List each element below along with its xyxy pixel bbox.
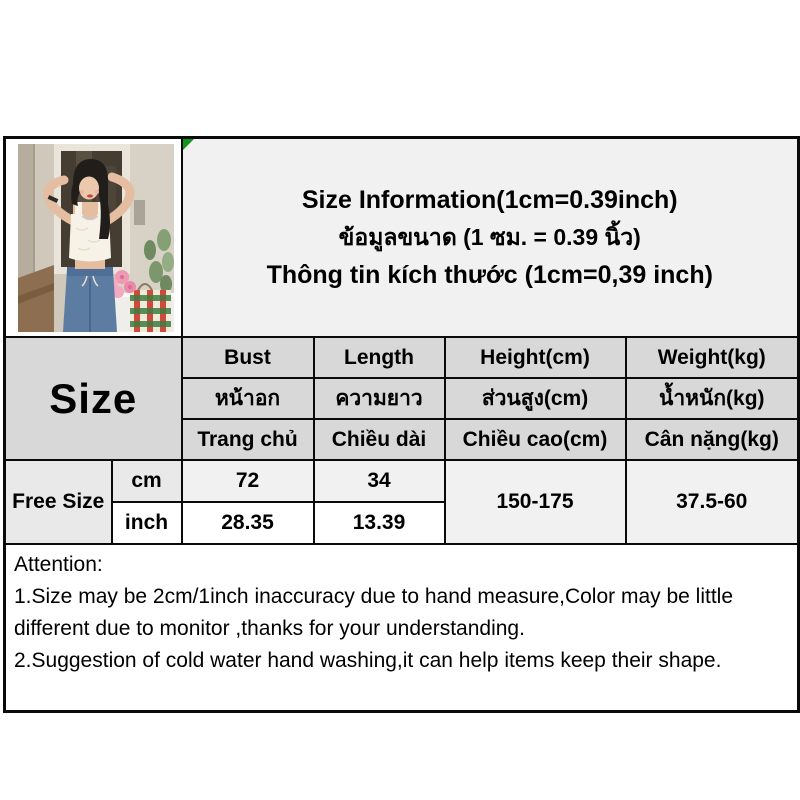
model-photo-illustration [18, 144, 174, 332]
height-range-value: 150-175 [445, 460, 626, 544]
attention-box [5, 544, 799, 711]
bust-inch-value: 28.35 [182, 502, 314, 544]
header-weight-vi: Cân nặng(kg) [626, 419, 799, 460]
header-bust-th: หน้าอก [182, 378, 314, 419]
title-english: Size Information(1cm=0.39inch) [301, 185, 678, 214]
row-label-free-size: Free Size [5, 460, 112, 544]
title-cell [182, 138, 799, 338]
title-thai: ข้อมูลขนาด (1 ซม. = 0.39 นิ้ว) [338, 223, 641, 250]
unit-cm: cm [112, 460, 182, 502]
cell-note-triangle-icon [183, 139, 194, 150]
header-length-en: Length [314, 337, 445, 378]
header-bust-vi: Trang chủ [182, 419, 314, 460]
weight-range-value: 37.5-60 [626, 460, 799, 544]
length-cm-value: 34 [314, 460, 445, 502]
size-corner-label: Size [5, 337, 182, 460]
header-height-vi: Chiều cao(cm) [445, 419, 626, 460]
title-vietnamese: Thông tin kích thước (1cm=0,39 inch) [266, 261, 713, 290]
attention-note-1: 1.Size may be 2cm/1inch inaccuracy due to hand measure,Color may be little different due to monitor ,thanks for your understanding. [14, 585, 734, 640]
attention-heading: Attention: [14, 553, 103, 576]
header-length-th: ความยาว [314, 378, 445, 419]
header-weight-th: น้ำหนัก(kg) [626, 378, 799, 419]
header-height-th: ส่วนสูง(cm) [445, 378, 626, 419]
unit-inch: inch [112, 502, 182, 544]
header-length-vi: Chiều dài [314, 419, 445, 460]
length-inch-value: 13.39 [314, 502, 445, 544]
attention-note-2: 2.Suggestion of cold water hand washing,it can help items keep their shape. [14, 649, 722, 672]
size-table [3, 136, 800, 713]
header-weight-en: Weight(kg) [626, 337, 799, 378]
header-height-en: Height(cm) [445, 337, 626, 378]
header-bust-en: Bust [182, 337, 314, 378]
product-photo-cell [5, 138, 182, 338]
bust-cm-value: 72 [182, 460, 314, 502]
